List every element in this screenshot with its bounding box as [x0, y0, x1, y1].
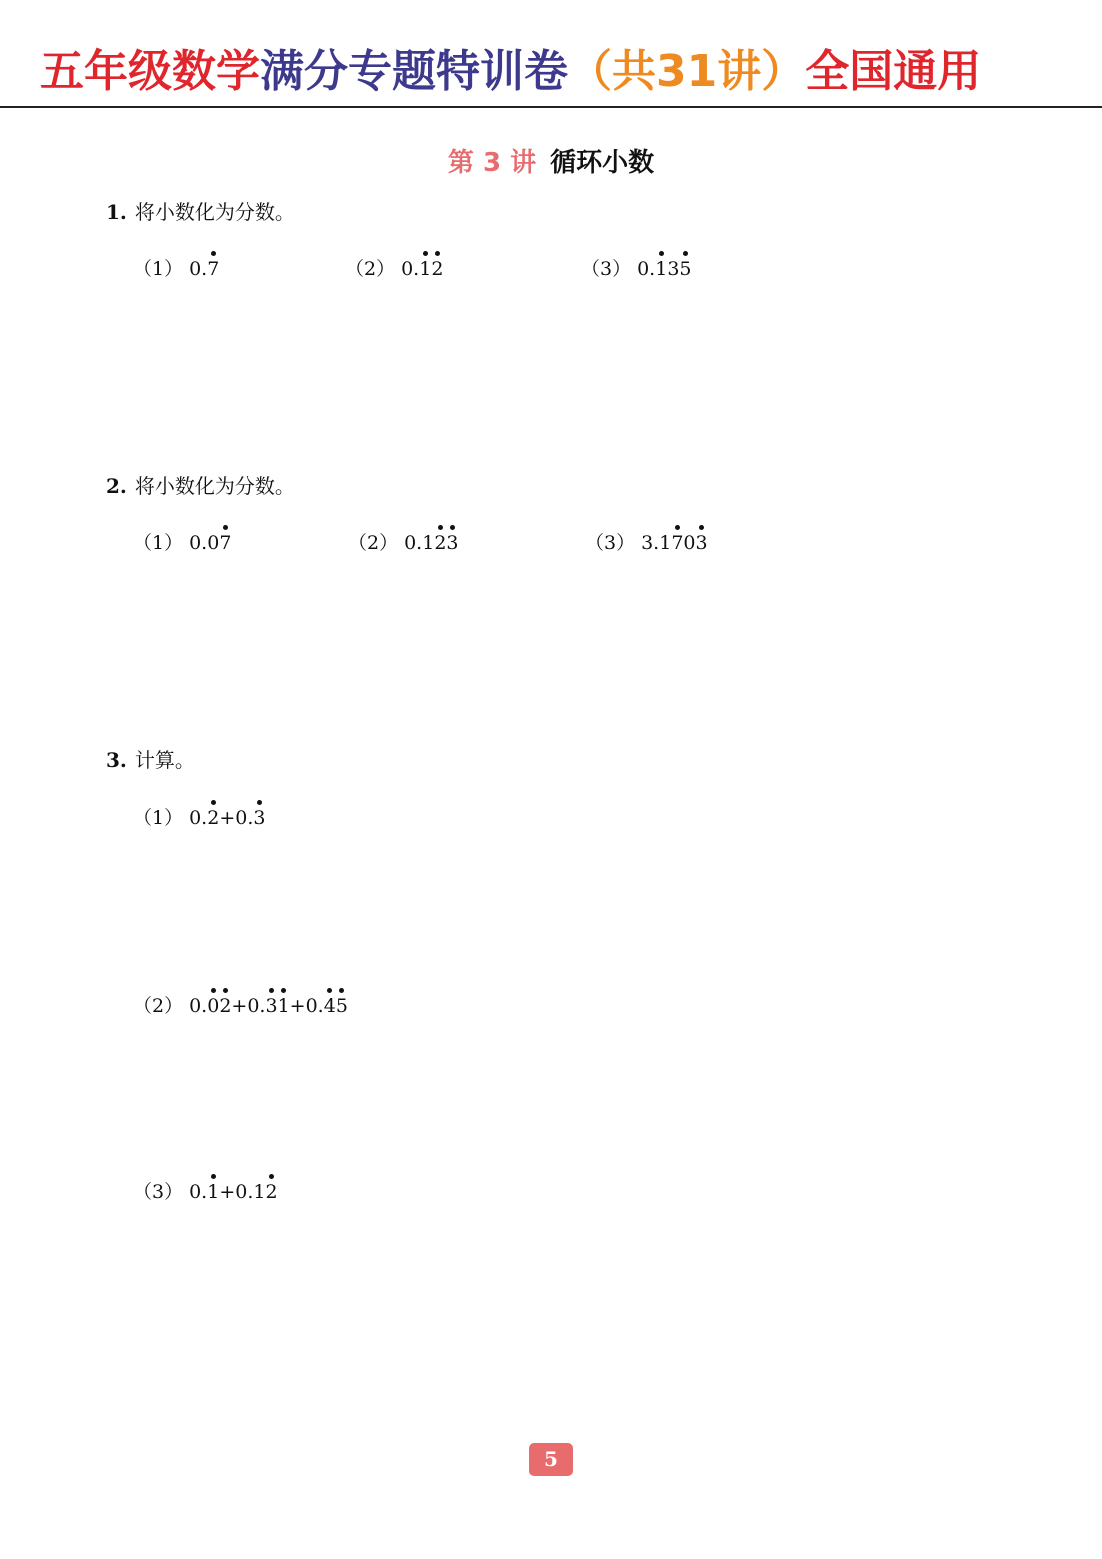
item-label: （2） — [345, 258, 396, 280]
item-label: （1） — [133, 532, 184, 554]
question-prompt: 将小数化为分数。 — [134, 474, 295, 498]
q3-item-2 — [133, 991, 348, 1021]
q3-item-3 — [133, 1177, 278, 1207]
banner-title-part4: 全国通用 — [805, 46, 982, 97]
repeating-digit: 1 — [207, 1177, 219, 1207]
banner-title — [40, 40, 1070, 104]
decimal-digits: 0 — [683, 532, 696, 554]
decimal-digits: 0. — [189, 1181, 208, 1203]
decimal-digits: 0. — [189, 807, 208, 829]
header-banner — [0, 0, 1102, 108]
q1-item-3 — [581, 254, 692, 284]
repeating-digit: 2 — [207, 803, 219, 833]
banner-title-part1: 五年级数学 — [40, 46, 260, 97]
question-3-title — [106, 745, 195, 775]
q1-item-2 — [345, 254, 443, 284]
banner-title-part2: 满分专题特训卷 — [260, 46, 568, 97]
lesson-number: 第 3 讲 — [447, 148, 537, 178]
repeating-digit: 1 — [655, 254, 667, 284]
repeating-digit: 2 — [265, 1177, 277, 1207]
item-label: （1） — [133, 258, 184, 280]
question-number: 3. — [106, 748, 127, 772]
repeating-digit: 5 — [679, 254, 691, 284]
decimal-digits: 3.1 — [641, 532, 672, 554]
repeating-digit: 0 — [207, 991, 219, 1021]
repeating-digit: 1 — [419, 254, 431, 284]
repeating-digit: 2 — [431, 254, 443, 284]
question-prompt: 计算。 — [134, 748, 195, 772]
question-1-title — [106, 197, 295, 227]
repeating-digit: 2 — [219, 991, 231, 1021]
lesson-title — [0, 145, 1102, 181]
decimal-digits: 0. — [637, 258, 656, 280]
repeating-digit: 3 — [446, 528, 458, 558]
lesson-name: 循环小数 — [550, 148, 655, 178]
q2-item-2 — [348, 528, 459, 558]
repeating-digit: 7 — [207, 254, 219, 284]
repeating-digit: 1 — [278, 991, 290, 1021]
decimal-digits: 0.0 — [189, 532, 220, 554]
repeating-digit: 4 — [324, 991, 336, 1021]
item-label: （3） — [133, 1181, 184, 1203]
question-prompt: 将小数化为分数。 — [134, 200, 295, 224]
decimal-digits: +0. — [219, 807, 254, 829]
item-label: （2） — [133, 995, 184, 1017]
repeating-digit: 2 — [434, 528, 446, 558]
question-number: 1. — [106, 200, 127, 224]
banner-title-part3: （共31讲） — [568, 46, 806, 97]
repeating-digit: 3 — [265, 991, 277, 1021]
decimal-digits: 0. — [401, 258, 420, 280]
decimal-digits: 0. — [189, 258, 208, 280]
repeating-digit: 3 — [696, 528, 708, 558]
repeating-digit: 3 — [253, 803, 265, 833]
decimal-digits: +0.1 — [219, 1181, 266, 1203]
item-label: （3） — [581, 258, 632, 280]
q2-item-3 — [585, 528, 708, 558]
question-number: 2. — [106, 474, 127, 498]
q2-item-1 — [133, 528, 231, 558]
decimal-digits: 0.1 — [404, 532, 435, 554]
repeating-digit: 7 — [671, 528, 683, 558]
decimal-digits: 0. — [189, 995, 208, 1017]
item-label: （3） — [585, 532, 636, 554]
decimal-digits: +0. — [289, 995, 324, 1017]
q1-item-1 — [133, 254, 219, 284]
decimal-digits: +0. — [231, 995, 266, 1017]
repeating-digit: 7 — [219, 528, 231, 558]
repeating-digit: 5 — [336, 991, 348, 1021]
page-number-badge: 5 — [529, 1443, 573, 1476]
item-label: （1） — [133, 807, 184, 829]
q3-item-1 — [133, 803, 265, 833]
decimal-digits: 3 — [667, 258, 680, 280]
question-2-title — [106, 471, 295, 501]
item-label: （2） — [348, 532, 399, 554]
